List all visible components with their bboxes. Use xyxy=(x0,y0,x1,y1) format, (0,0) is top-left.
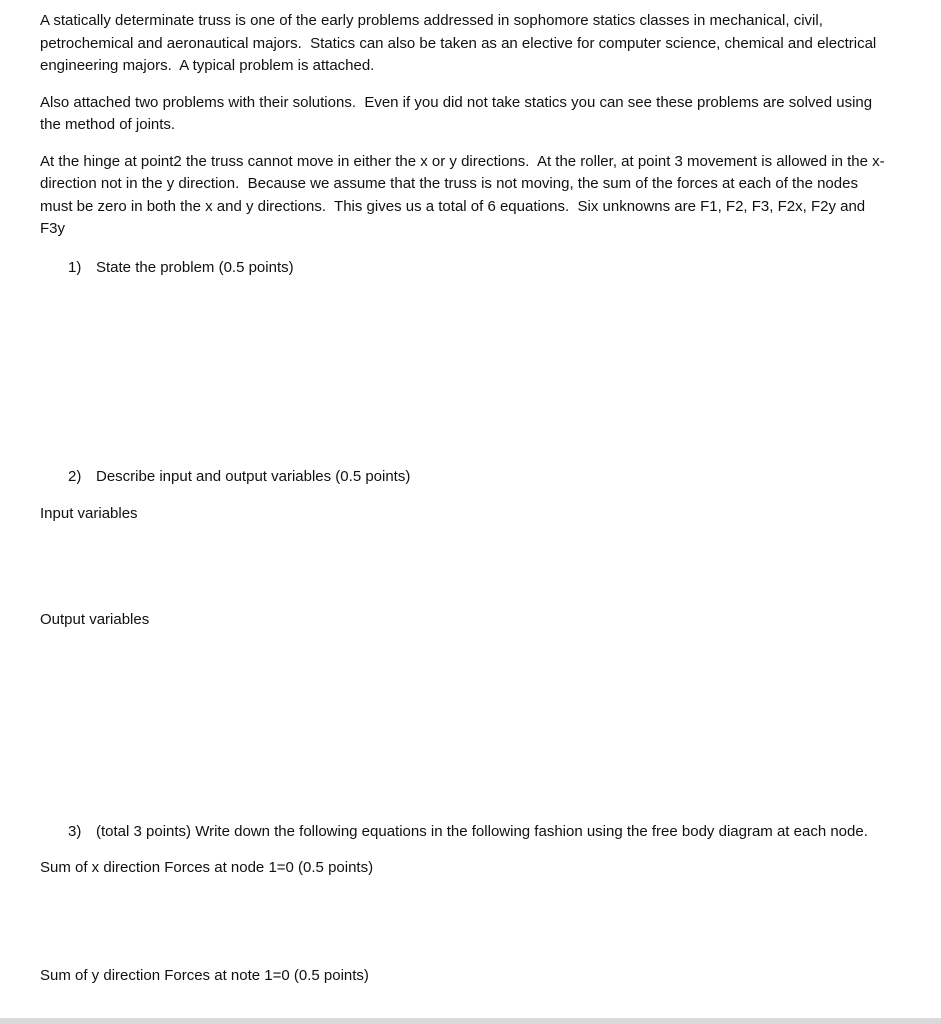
intro-paragraph: A statically determinate truss is one of the early problems addressed in sophomore statics classes in mechanical, civil, petrochemical and aeronautical majors. Statics can also be taken as an elective for computer science, chemical and electrical engineering majors. A typical problem is attached. xyxy=(40,12,881,74)
question-1 xyxy=(40,257,889,280)
question-2-text: Describe input and output variables (0.5 points) xyxy=(96,468,411,485)
question-3 xyxy=(40,821,889,844)
input-variables-label: Input variables xyxy=(40,504,138,522)
hinge-explanation-paragraph: At the hinge at point2 the truss cannot move in either the x or y directions. At the roller, at point 3 movement is allowed in the x-direction not in the y direction. Because we assume that the truss is not moving, the sum of the forces at each of the nodes must be zero in both the x and y directions. This gives us a total of 6 equations. Six unknowns are F1, F2, F3, F2x, F2y and F3y xyxy=(40,152,885,237)
question-2-number: 2) xyxy=(68,468,82,485)
sum-x-forces-label: Sum of x direction Forces at node 1=0 (0.5 points) xyxy=(40,859,374,876)
question-3-text: (total 3 points) Write down the following equations in the following fashion using the free body diagram at each node. xyxy=(96,822,868,840)
question-1-number: 1) xyxy=(68,258,82,276)
sum-y-forces-label: Sum of y direction Forces at note 1=0 (0.5 points) xyxy=(40,966,369,984)
output-variables-label: Output variables xyxy=(40,611,150,628)
question-3-number: 3) xyxy=(68,822,82,840)
attached-problems-paragraph: Also attached two problems with their solutions. Even if you did not take statics you can see these problems are solved using the method of joints. xyxy=(40,93,877,133)
question-1-text: State the problem (0.5 points) xyxy=(96,258,294,276)
page-bottom-edge xyxy=(0,1018,941,1024)
question-2 xyxy=(40,466,889,489)
